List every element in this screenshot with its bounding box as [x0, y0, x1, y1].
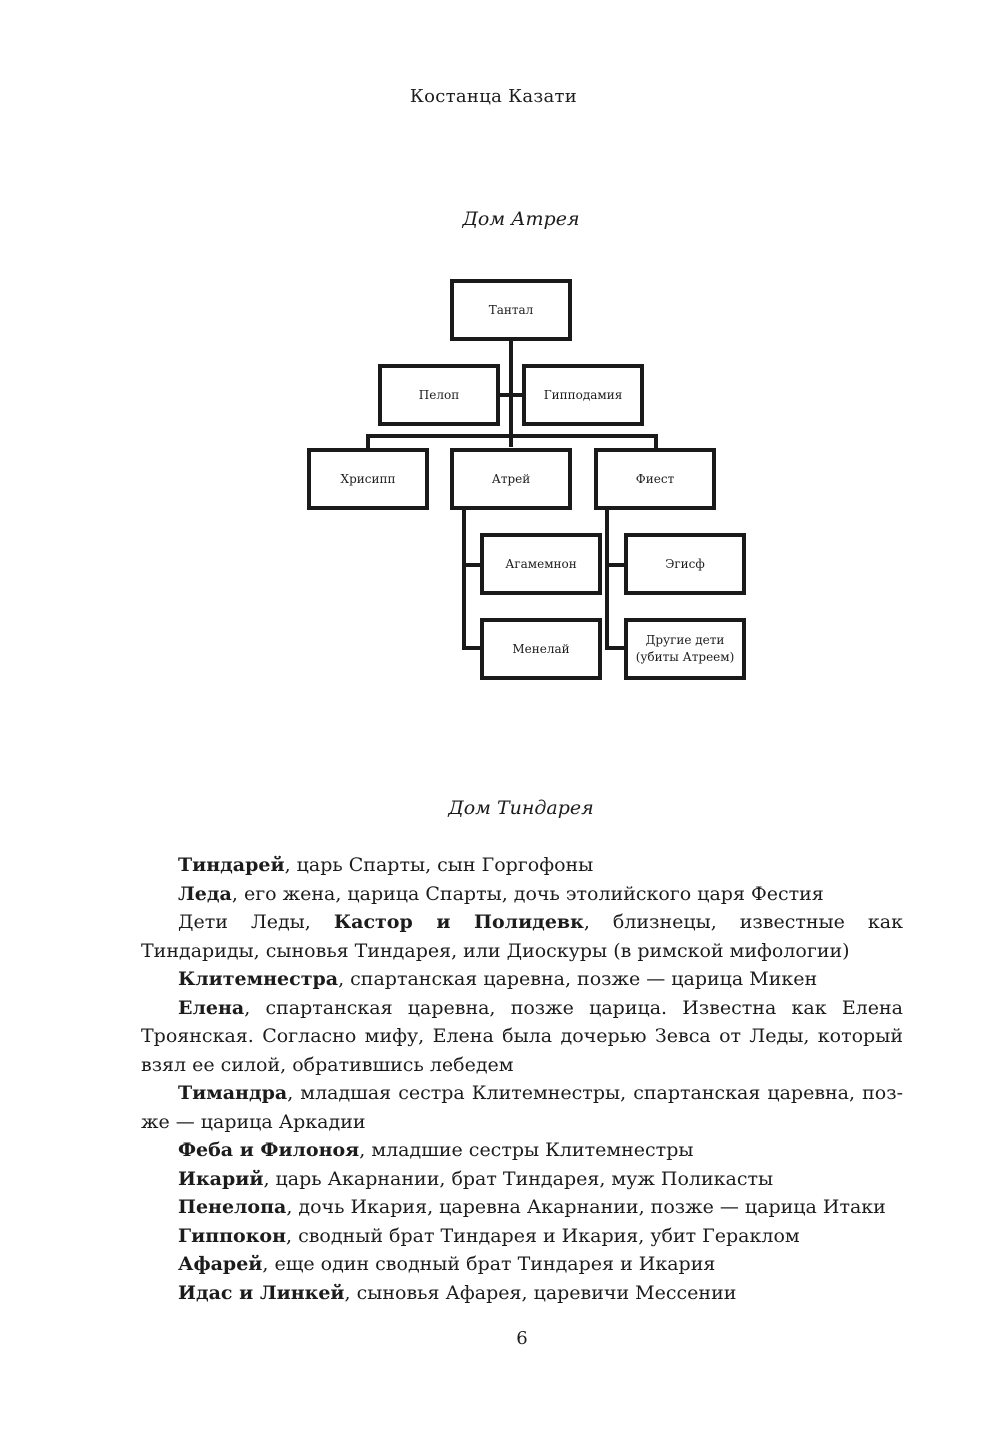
- character-entry: Идас и Линкей, сыновья Афарея, царевичи Мессении: [178, 1281, 737, 1304]
- character-name: Леда: [178, 882, 232, 905]
- connector-sons-bar: [366, 434, 658, 438]
- node-label: Менелай: [512, 641, 570, 656]
- character-name: Елена: [178, 996, 245, 1019]
- character-name: Афарей: [178, 1253, 263, 1275]
- character-name: Кастор и Полидевк: [333, 911, 584, 933]
- character-name: Феба и Филоноя: [178, 1139, 360, 1161]
- node-hippodamia: [522, 364, 644, 426]
- connector-to-menelaus: [462, 646, 482, 650]
- connector-atreus-children: [462, 509, 466, 650]
- character-entry: Икарий, царь Акарнании, брат Тиндарея, муж Поликасты: [178, 1167, 774, 1190]
- character-entry: Феба и Филоноя, младшие сестры Клитемнестры: [178, 1139, 694, 1161]
- character-name: Тимандра: [178, 1082, 288, 1104]
- node-label: Другие дети (убиты Атреем): [635, 633, 735, 664]
- character-entry: Гиппокон, сводный брат Тиндарея и Икария, убит Гераклом: [178, 1224, 800, 1247]
- node-other-children: [624, 618, 746, 680]
- connector-thyestes-children: [605, 509, 609, 650]
- node-aegisthus: [624, 533, 746, 595]
- node-label: Агамемнон: [505, 556, 577, 571]
- node-label: Пелоп: [418, 387, 460, 402]
- character-entry: Афарей, еще один сводный брат Тиндарея и Икария: [178, 1253, 716, 1275]
- connector-to-agamemnon: [462, 563, 482, 567]
- character-name: Тиндарей: [178, 854, 285, 876]
- character-entry: Клитемнестра, спартанская царевна, позже — царица Микен: [178, 968, 818, 990]
- character-entry: Дети Леды, Кастор и Полидевк, близнецы, известные как Тиндариды, сыновья Тиндарея, или Диоскуры (в римской мифологии): [141, 911, 903, 962]
- character-entry: Пенелопа, дочь Икария, царевна Акарнании, позже — царица Итаки: [178, 1196, 886, 1218]
- character-entry: Леда, его жена, царица Спарты, дочь этолийского царя Фестия: [178, 882, 824, 905]
- node-tantalus: [450, 279, 572, 341]
- connector-pelops-hippodamia: [497, 393, 525, 397]
- node-label: Атрей: [491, 471, 531, 486]
- page-number: 6: [516, 1328, 528, 1349]
- character-entry: Елена, спартанская царевна, позже царица. Известна как Елена Троянская. Согласно мифу, Елена была дочерью Зевса от Леды, который взял ее силой, обратившись лебедем: [141, 996, 903, 1076]
- node-pelops: [378, 364, 500, 426]
- character-name: Клитемнестра: [178, 968, 339, 990]
- node-label: Фиест: [635, 471, 675, 486]
- node-thyestes: [594, 448, 716, 510]
- section-title-house-of-atreus: Дом Атрея: [462, 208, 580, 230]
- character-list: [141, 851, 903, 1307]
- character-entry: Тиндарей, царь Спарты, сын Горгофоны: [178, 854, 594, 876]
- node-label: Гипподамия: [543, 387, 623, 402]
- node-chrysippus: [307, 448, 429, 510]
- character-name: Пенелопа: [178, 1196, 287, 1218]
- node-atreus: [450, 448, 572, 510]
- node-label: Тантал: [488, 302, 534, 317]
- section-title-house-of-tyndareus: Дом Тиндарея: [448, 797, 594, 819]
- character-name: Икарий: [178, 1167, 264, 1190]
- node-label: Эгисф: [665, 556, 705, 571]
- character-entry: Тимандра, младшая сестра Клитемнестры, спартанская царевна, позже — царица Аркадии: [141, 1082, 903, 1133]
- connector-to-chrysippus: [366, 434, 370, 449]
- node-agamemnon: [480, 533, 602, 595]
- running-head: Костанца Казати: [409, 86, 578, 107]
- character-name: Гиппокон: [178, 1224, 286, 1247]
- node-menelaus: [480, 618, 602, 680]
- node-label: Хрисипп: [340, 471, 396, 486]
- connector-to-thyestes: [654, 434, 658, 449]
- character-name: Идас и Линкей: [178, 1281, 345, 1304]
